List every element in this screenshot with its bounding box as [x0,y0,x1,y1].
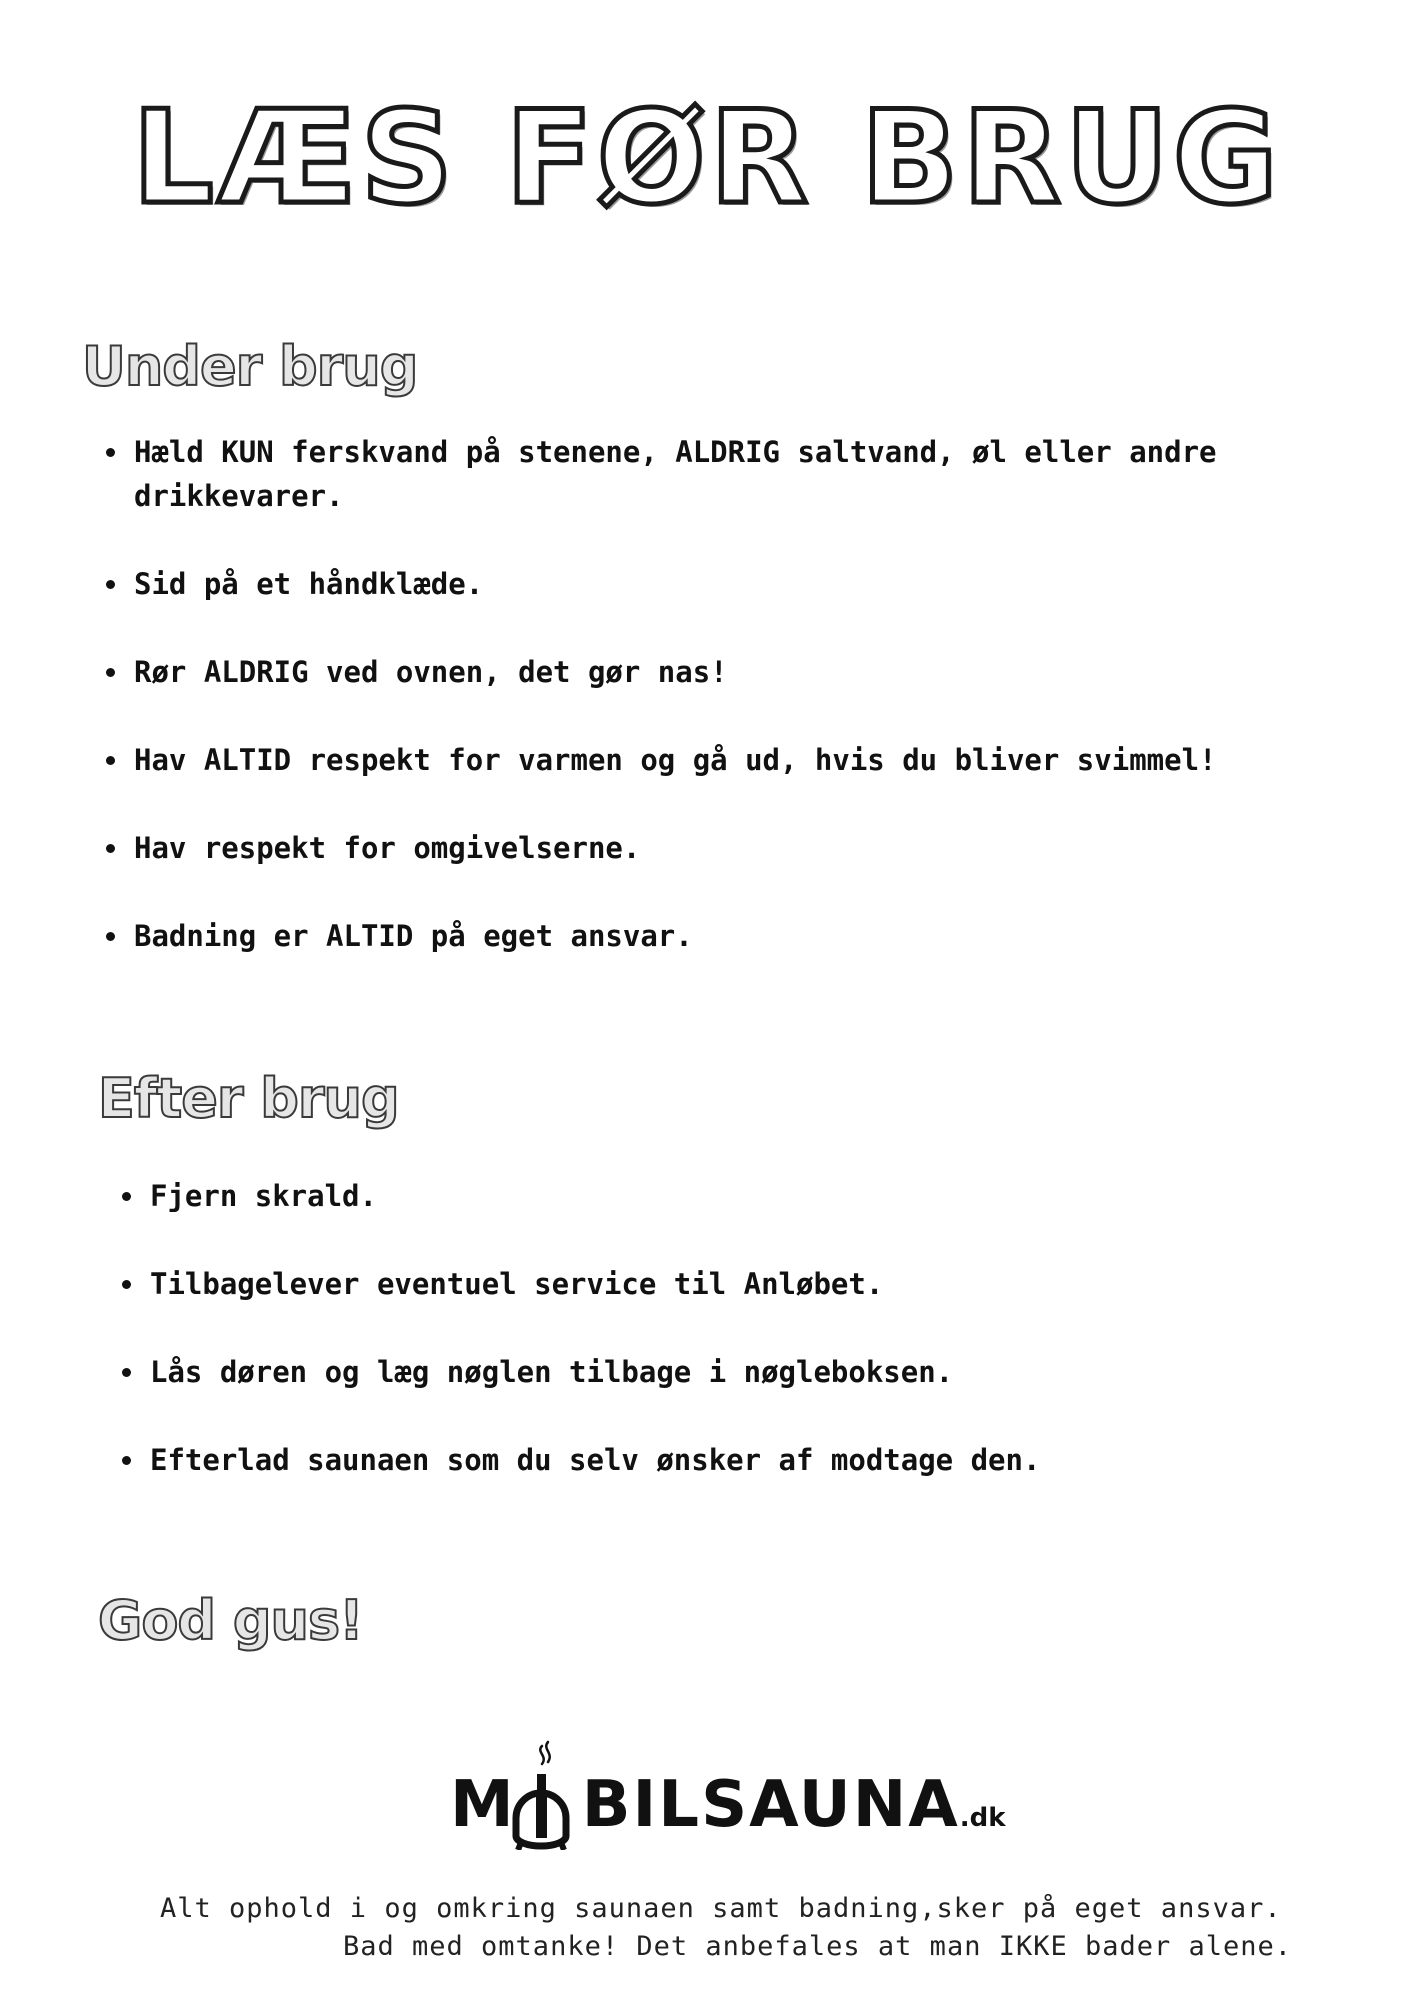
list-item: Fjern skrald. [150,1174,1300,1218]
list-item: Sid på et håndklæde. [134,562,1334,606]
list-item: Rør ALDRIG ved ovnen, det gør nas! [134,650,1334,694]
list-item: Badning er ALTID på eget ansvar. [134,914,1334,958]
section-heading-under-brug: Under brug [82,335,418,398]
section-heading-efter-brug: Efter brug [98,1067,399,1130]
page-title: LÆS FØR BRUG [132,84,1282,233]
logo-tld: .dk [959,1803,1006,1833]
disclaimer-line-1: Alt ophold i og omkring saunaen samt badning,sker på eget ansvar. [160,1893,1282,1924]
closing-greeting: God gus! [98,1589,363,1652]
disclaimer-line-2: Bad med omtanke! Det anbefales at man IKKE bader alene. [343,1931,1293,1962]
list-item: Efterlad saunaen som du selv ønsker af modtage den. [150,1438,1300,1482]
logo-text-bilsauna: BILSAUNA [581,1768,960,1842]
logo-text-m: M [450,1768,516,1842]
list-item: Hav respekt for omgivelserne. [134,826,1334,870]
list-item: Hav ALTID respekt for varmen og gå ud, hvis du bliver svimmel! [134,738,1334,782]
mobilsauna-logo [450,1740,1006,1850]
list-item: Hæld KUN ferskvand på stenene, ALDRIG saltvand, øl eller andre drikkevarer. [134,430,1334,518]
list-item: Lås døren og læg nøglen tilbage i nøgleboksen. [150,1350,1300,1394]
list-item: Tilbagelever eventuel service til Anløbet. [150,1262,1300,1306]
rules-list-efter-brug [150,1174,1300,1526]
rules-list-under-brug [134,430,1334,1002]
